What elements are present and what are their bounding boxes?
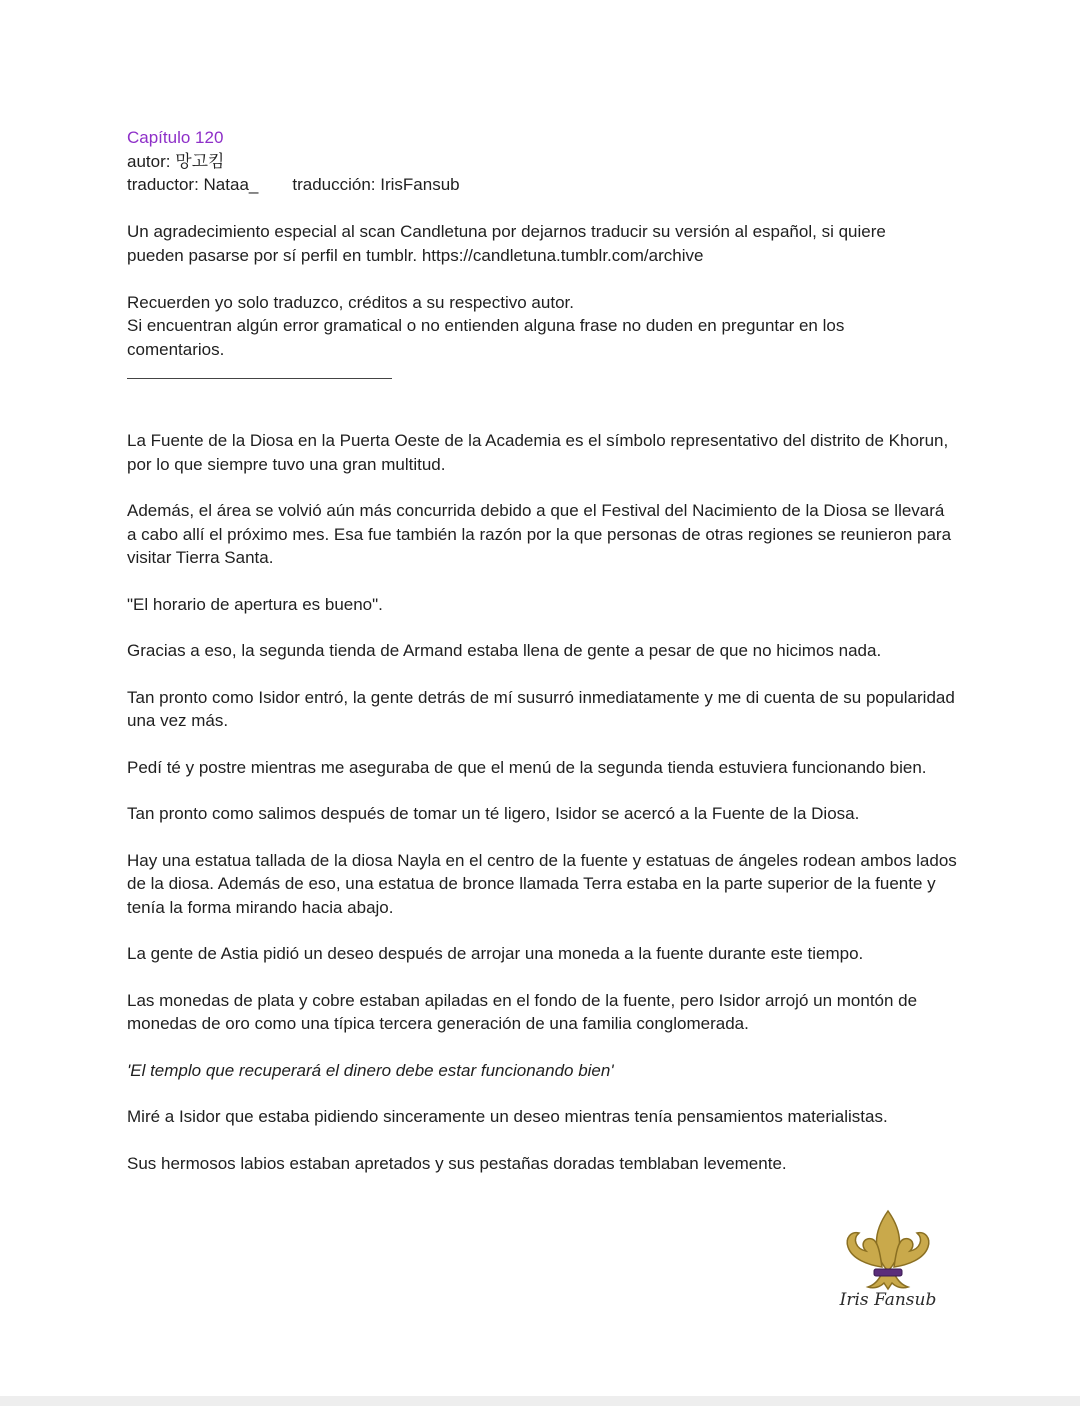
errors-line-1: Si encuentran algún error gramatical o no entienden alguna frase no duden en preguntar en los [127,316,845,335]
paragraph: Tan pronto como salimos después de tomar un té ligero, Isidor se acercó a la Fuente de la Diosa. [127,804,860,823]
paragraph: Miré a Isidor que estaba pidiendo sinceramente un deseo mientras tenía pensamientos materialistas. [127,1107,888,1126]
chapter-title: Capítulo 120 [127,128,224,147]
paragraph: Pedí té y postre mientras me aseguraba de que el menú de la segunda tienda estuviera funcionando bien. [127,757,927,777]
separator-line [127,378,392,379]
thought-paragraph: 'El templo que recuperará el dinero debe estar funcionando bien' [127,1060,614,1080]
translation-line: traducción: IrisFansub [292,175,460,194]
paragraph: Las monedas de plata y cobre estaban apiladas en el fondo de la fuente, pero Isidor arrojó un montón de monedas de oro como una típica tercera generación de una familia conglomerada. [127,990,918,1033]
author-line: autor: 망고킴 [127,151,225,171]
paragraph: La Fuente de la Diosa en la Puerta Oeste de la Academia es el símbolo representativo del distrito de Khorun, por lo que siempre tuvo una gran multitud. [127,431,949,474]
story-body [127,429,957,1198]
translator-line: traductor: Nataa_ [127,175,259,194]
thanks-line-2: pueden pasarse por sí perfil en tumblr. https://candletuna.tumblr.com/archive [127,245,704,265]
errors-line-2: comentarios. [127,339,225,359]
credits-line: Recuerden yo solo traduzco, créditos a su respectivo autor. [127,292,574,312]
paragraph: La gente de Astia pidió un deseo después de arrojar una moneda a la fuente durante este tiempo. [127,944,864,963]
paragraph: "El horario de apertura es bueno". [127,594,383,614]
paragraph: Hay una estatua tallada de la diosa Nayla en el centro de la fuente y estatuas de ángeles rodean ambos lados de la diosa. Además de eso, una estatua de bronce llamada Terra estaba en la parte superior de la fuente y tenía la forma mirando hacia abajo. [127,850,957,917]
logo-text: Iris Fansub [839,1290,937,1310]
bottom-bar [0,1396,1080,1406]
paragraph: Tan pronto como Isidor entró, la gente detrás de mí susurró inmediatamente y me di cuenta de su popularidad una vez más. [127,687,955,730]
paragraph: Además, el área se volvió aún más concurrida debido a que el Festival del Nacimiento de la Diosa se llevará a cabo allí el próximo mes. Esa fue también la razón por la que personas de otras regiones se reunieron para visitar Tierra Santa. [127,501,952,567]
document-header [127,126,957,379]
thanks-line-1: Un agradecimiento especial al scan Candletuna por dejarnos traducir su versión al español, si quiere [127,222,886,241]
paragraph: Sus hermosos labios estaban apretados y sus pestañas doradas temblaban levemente. [127,1153,787,1173]
translator-row [127,173,957,197]
paragraph: Gracias a eso, la segunda tienda de Armand estaba llena de gente a pesar de que no hicimos nada. [127,641,882,660]
